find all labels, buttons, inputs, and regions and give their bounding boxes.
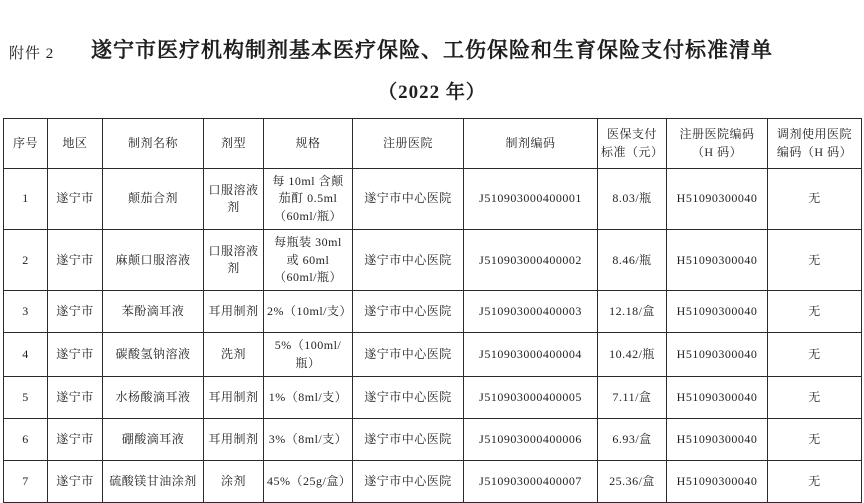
cell-preparation-name: 碳酸氢钠溶液: [103, 333, 204, 377]
cell-preparation-name: 麻颠口服溶液: [103, 230, 204, 291]
cell-dispensing-hospital-code: 无: [768, 291, 862, 333]
cell-hospital-h-code: H51090300040: [667, 419, 768, 461]
cell-hospital-h-code: H51090300040: [667, 461, 768, 503]
header-registered-hospital: 注册医院: [353, 119, 464, 169]
cell-region: 遂宁市: [48, 291, 103, 333]
header-dispensing-hospital-code: 调剂使用医院编码（H 码）: [768, 119, 862, 169]
cell-payment-standard: 10.42/瓶: [598, 333, 667, 377]
cell-preparation-code: J510903000400004: [464, 333, 598, 377]
cell-dispensing-hospital-code: 无: [768, 377, 862, 419]
cell-registered-hospital: 遂宁市中心医院: [353, 230, 464, 291]
cell-preparation-code: J510903000400005: [464, 377, 598, 419]
table-row: [4, 377, 862, 419]
cell-preparation-name: 水杨酸滴耳液: [103, 377, 204, 419]
cell-dispensing-hospital-code: 无: [768, 169, 862, 230]
cell-specification: 2%（10ml/支）: [264, 291, 353, 333]
cell-seq-no: 7: [4, 461, 48, 503]
cell-payment-standard: 8.03/瓶: [598, 169, 667, 230]
table-row: [4, 291, 862, 333]
cell-region: 遂宁市: [48, 230, 103, 291]
table-header-row: [4, 119, 862, 169]
cell-registered-hospital: 遂宁市中心医院: [353, 333, 464, 377]
cell-specification: 45%（25g/盒）: [264, 461, 353, 503]
table-body: [4, 169, 862, 503]
cell-specification: 5%（100ml/瓶）: [264, 333, 353, 377]
header-preparation-name: 制剂名称: [103, 119, 204, 169]
cell-payment-standard: 6.93/盒: [598, 419, 667, 461]
header-payment-standard: 医保支付标准（元）: [598, 119, 667, 169]
cell-preparation-name: 硫酸镁甘油涂剂: [103, 461, 204, 503]
cell-dispensing-hospital-code: 无: [768, 333, 862, 377]
cell-registered-hospital: 遂宁市中心医院: [353, 377, 464, 419]
cell-preparation-code: J510903000400006: [464, 419, 598, 461]
cell-region: 遂宁市: [48, 169, 103, 230]
table-row: [4, 333, 862, 377]
cell-preparation-name: 颠茄合剂: [103, 169, 204, 230]
header-region: 地区: [48, 119, 103, 169]
cell-dosage-form: 洗剂: [204, 333, 264, 377]
cell-seq-no: 3: [4, 291, 48, 333]
cell-specification: 每 10ml 含颠茄酊 0.5ml（60ml/瓶）: [264, 169, 353, 230]
cell-preparation-name: 苯酚滴耳液: [103, 291, 204, 333]
cell-preparation-code: J510903000400001: [464, 169, 598, 230]
cell-registered-hospital: 遂宁市中心医院: [353, 169, 464, 230]
cell-dosage-form: 口服溶液剂: [204, 230, 264, 291]
table-row: [4, 169, 862, 230]
cell-specification: 1%（8ml/支）: [264, 377, 353, 419]
cell-seq-no: 1: [4, 169, 48, 230]
header-preparation-code: 制剂编码: [464, 119, 598, 169]
cell-hospital-h-code: H51090300040: [667, 377, 768, 419]
attachment-label: 附件 2: [9, 46, 55, 62]
cell-region: 遂宁市: [48, 377, 103, 419]
header-seq-no: 序号: [4, 119, 48, 169]
payment-standards-table: [3, 118, 862, 503]
table-row: [4, 419, 862, 461]
cell-preparation-code: J510903000400002: [464, 230, 598, 291]
cell-region: 遂宁市: [48, 333, 103, 377]
cell-hospital-h-code: H51090300040: [667, 333, 768, 377]
cell-registered-hospital: 遂宁市中心医院: [353, 291, 464, 333]
header-hospital-h-code: 注册医院编码（H 码）: [667, 119, 768, 169]
cell-payment-standard: 7.11/盒: [598, 377, 667, 419]
cell-region: 遂宁市: [48, 461, 103, 503]
cell-preparation-code: J510903000400007: [464, 461, 598, 503]
cell-preparation-code: J510903000400003: [464, 291, 598, 333]
cell-dispensing-hospital-code: 无: [768, 419, 862, 461]
cell-specification: 每瓶装 30ml 或 60ml（60ml/瓶）: [264, 230, 353, 291]
cell-region: 遂宁市: [48, 419, 103, 461]
cell-dosage-form: 涂剂: [204, 461, 264, 503]
header-specification: 规格: [264, 119, 353, 169]
cell-hospital-h-code: H51090300040: [667, 230, 768, 291]
cell-hospital-h-code: H51090300040: [667, 291, 768, 333]
cell-dosage-form: 口服溶液剂: [204, 169, 264, 230]
cell-dosage-form: 耳用制剂: [204, 419, 264, 461]
cell-payment-standard: 8.46/瓶: [598, 230, 667, 291]
cell-dosage-form: 耳用制剂: [204, 377, 264, 419]
cell-registered-hospital: 遂宁市中心医院: [353, 419, 464, 461]
cell-dispensing-hospital-code: 无: [768, 461, 862, 503]
cell-hospital-h-code: H51090300040: [667, 169, 768, 230]
cell-seq-no: 5: [4, 377, 48, 419]
cell-dosage-form: 耳用制剂: [204, 291, 264, 333]
cell-seq-no: 6: [4, 419, 48, 461]
cell-registered-hospital: 遂宁市中心医院: [353, 461, 464, 503]
cell-payment-standard: 25.36/盒: [598, 461, 667, 503]
cell-specification: 3%（8ml/支）: [264, 419, 353, 461]
cell-seq-no: 4: [4, 333, 48, 377]
cell-dispensing-hospital-code: 无: [768, 230, 862, 291]
document-page: [0, 34, 864, 501]
cell-preparation-name: 硼酸滴耳液: [103, 419, 204, 461]
table-row: [4, 461, 862, 503]
document-subtitle: （2022 年）: [378, 82, 486, 103]
cell-payment-standard: 12.18/盒: [598, 291, 667, 333]
document-title: 遂宁市医疗机构制剂基本医疗保险、工伤保险和生育保险支付标准清单: [91, 38, 773, 62]
table-row: [4, 230, 862, 291]
header-dosage-form: 剂型: [204, 119, 264, 169]
cell-seq-no: 2: [4, 230, 48, 291]
